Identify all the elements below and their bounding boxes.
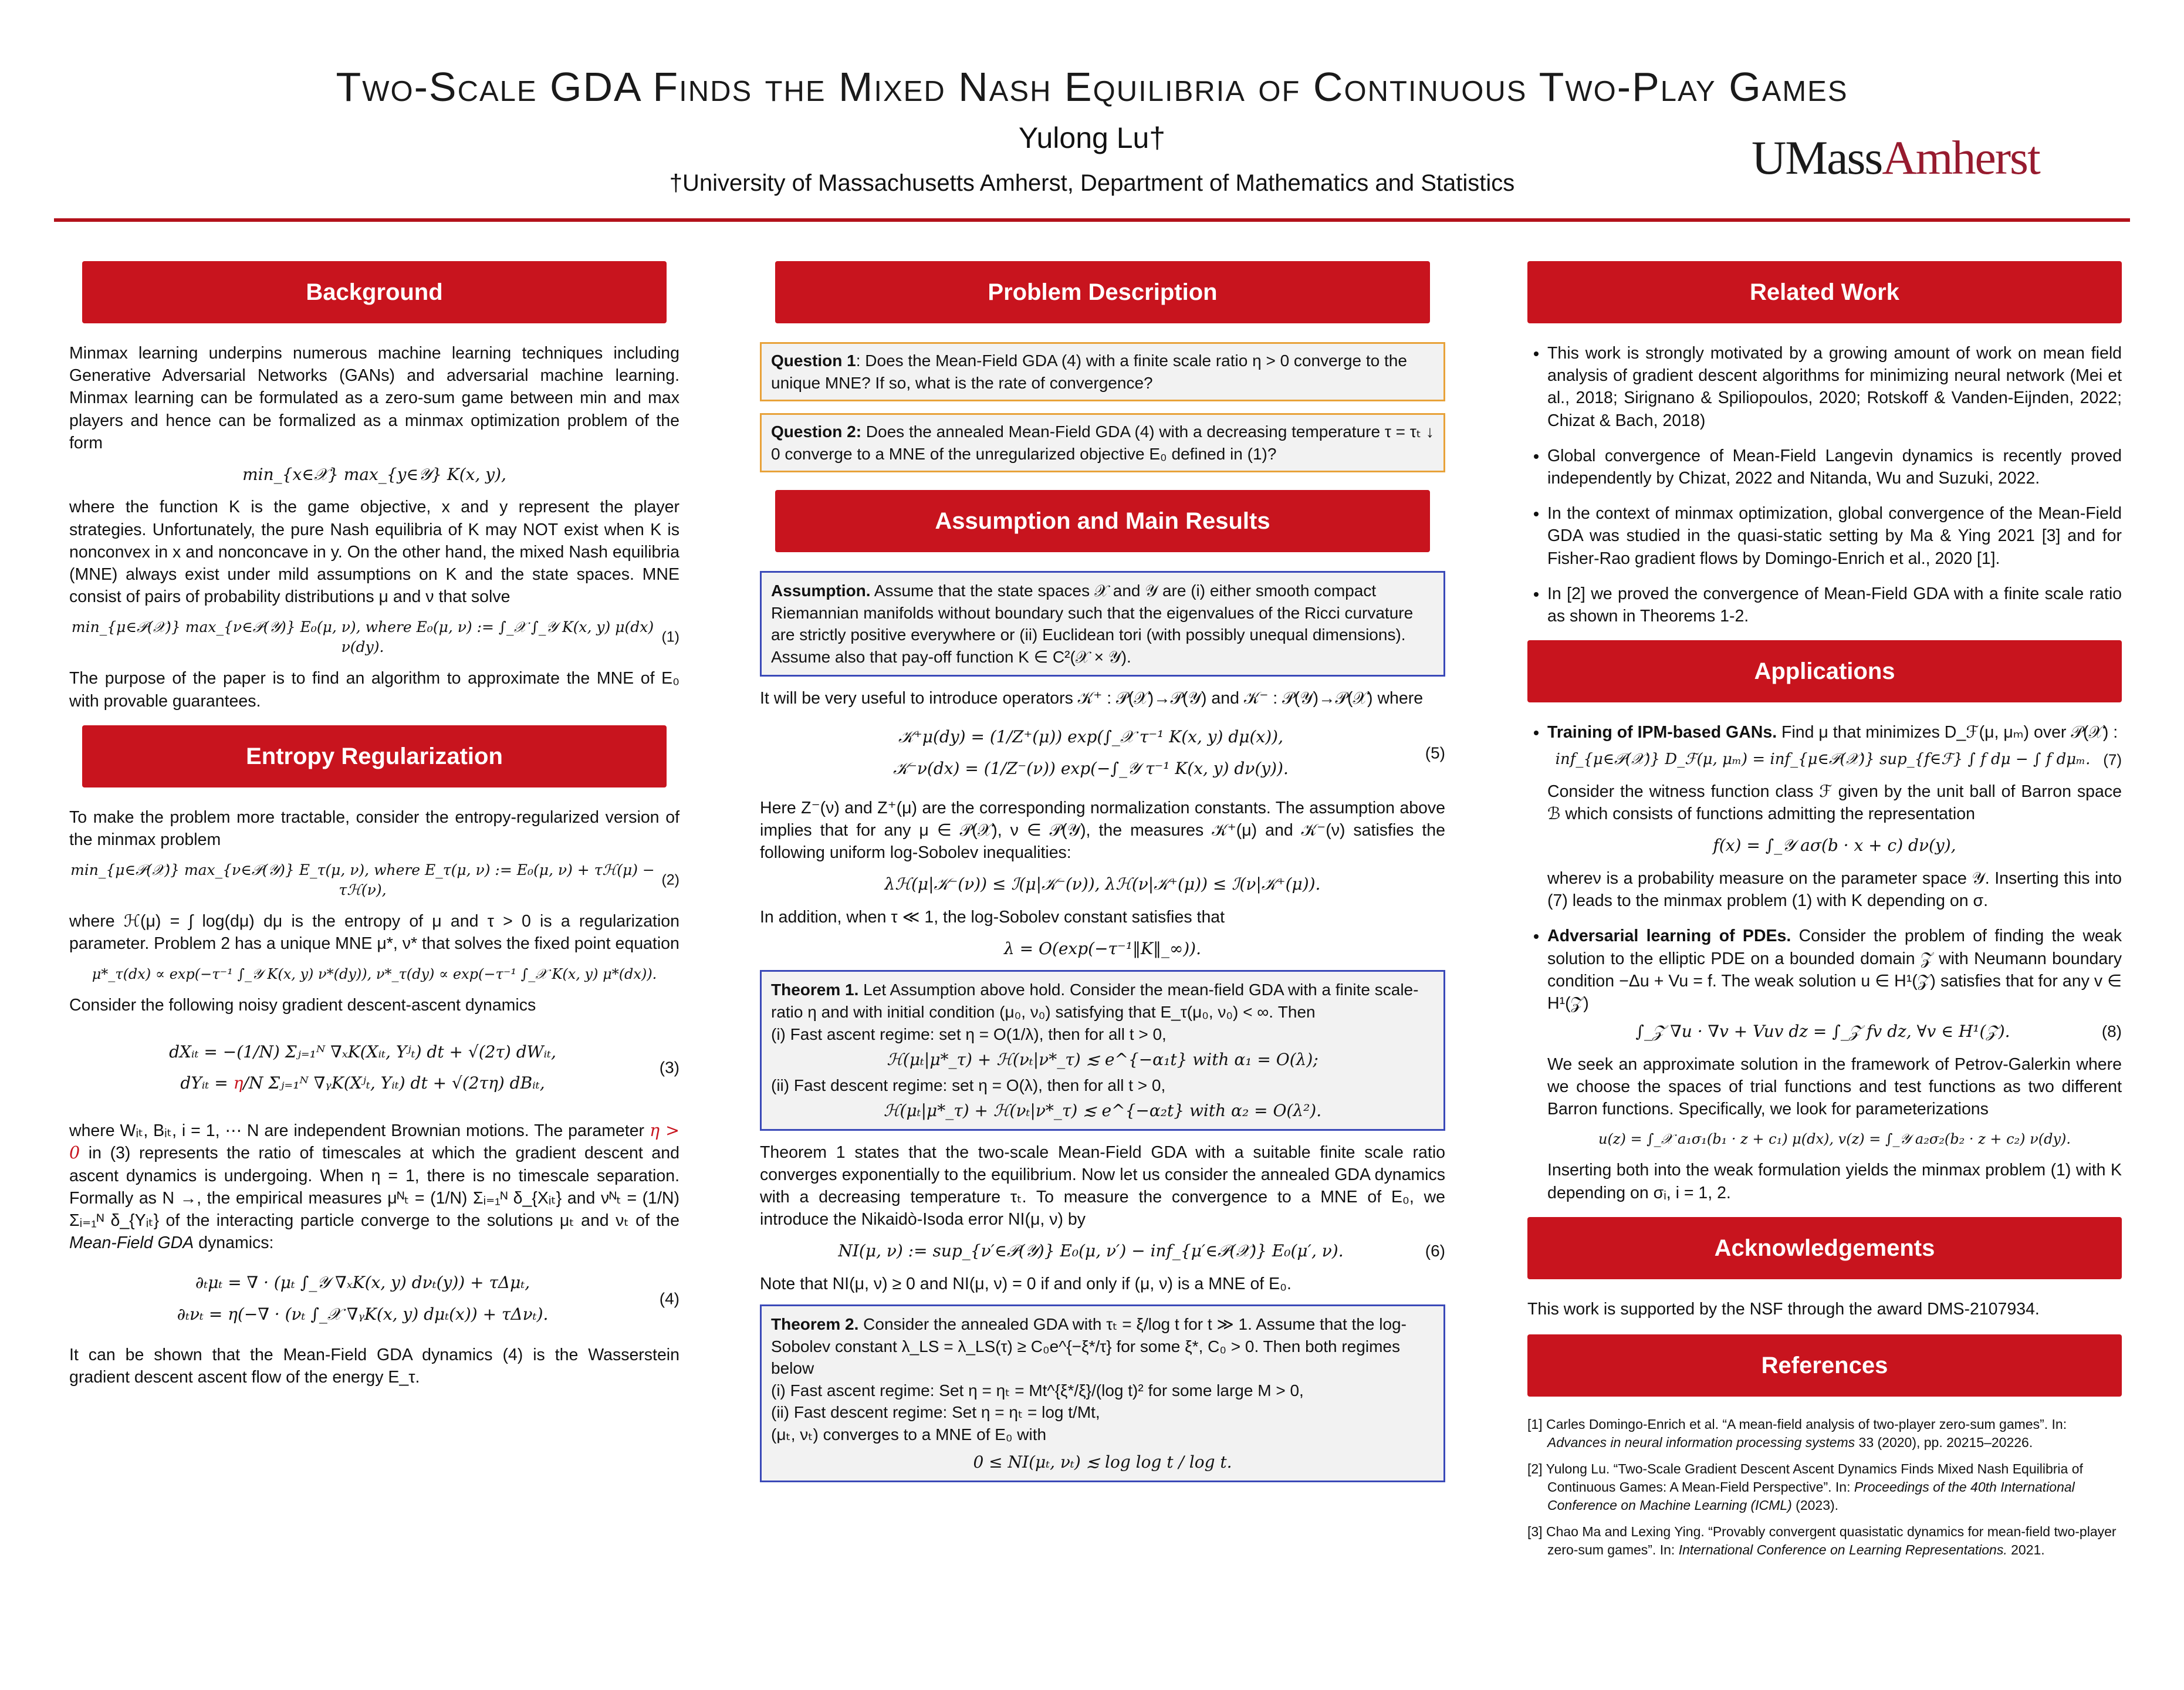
question-2-label: Question 2:: [771, 422, 862, 441]
theorem-1-part-i: (i) Fast ascent regime: set η = O(1/λ), then for all t > 0,: [771, 1025, 1167, 1043]
equation-2: [69, 860, 679, 900]
theorem-1-text: Let Assumption above hold. Consider the mean-field GDA with a finite scale-ratio η and with initial condition (μ₀, ν₀) satisfying that E_τ(μ₀, ν₀) < ∞. Then: [771, 981, 1419, 1021]
entropy-heading: Entropy Regularization: [82, 725, 667, 787]
assumption-text: Assume that the state spaces 𝒳 and 𝒴 are (i) either smooth compact Riemannian manifolds without boundary such that the eigenvalues of the Ricci curvature are strictly positive everywhere or (ii) Euclidean tori (with possibly unequal dimensions). Assume also that pay-off function K ∈ C²(𝒳 × 𝒴).: [771, 582, 1414, 666]
equation-7-number: (7): [2103, 751, 2122, 769]
reference-venue: Proceedings of the 40th International Conference on Machine Learning (ICML): [1547, 1479, 2075, 1513]
applications-list: [1527, 721, 2122, 1204]
barron-paragraph: Consider the witness function class ℱ given by the unit ball of Barron space ℬ which consists of functions admitting the representation: [1547, 782, 2122, 824]
reference-text: Carles Domingo-Enrich et al. “A mean-field analysis of two-player zero-sum games”. In:: [1546, 1416, 2067, 1432]
equation-3-line-2-left: dYᵢₜ =: [180, 1073, 228, 1093]
normalization-paragraph: Here Z⁻(ν) and Z⁺(μ) are the corresponding normalization constants. The assumption above implies that for any μ ∈ 𝒫(𝒳), ν ∈ 𝒫(𝒴), the measures 𝒦⁺(μ) and 𝒦⁻(ν) satisfies the following uniform log-Sobolev inequalities:: [760, 798, 1445, 863]
list-item: • In [2] we proved the convergence of Mean-Field GDA with a finite scale ratio as shown in Theorems 1-2.: [1547, 583, 2122, 627]
background-paragraph-2: where the function K is the game objective, x and y represent the player strategies. Unfortunately, the pure Nash equilibria of K may NOT exist when K is nonconvex in x and nonconcave in y. On the other hand, the mixed Nash equilibria (MNE) always exist under mild assumptions on K and the state spaces. MNE consist of pairs of probability distributions μ and ν that solve: [69, 498, 679, 607]
entropy-paragraph-3: Consider the following noisy gradient descent-ascent dynamics: [69, 995, 536, 1015]
petrov-galerkin-paragraph: We seek an approximate solution in the framework of Petrov-Galerkin where we choose the spaces of trial functions and test functions as two different Barron functions. Specifically, we look for parameterizations: [1547, 1054, 2122, 1118]
application-pdes-label: Adversarial learning of PDEs.: [1547, 927, 1791, 946]
header-divider: [54, 218, 2130, 222]
equation-1-number: (1): [661, 628, 679, 645]
question-2-text: Does the annealed Mean-Field GDA (4) with a decreasing temperature τ = τₜ ↓ 0 converge to a MNE of the unregularized objective E₀ defined in (1)?: [771, 422, 1434, 463]
question-1-box: [760, 342, 1445, 401]
references-heading: References: [1527, 1334, 2122, 1397]
left-column: [69, 261, 679, 1398]
entropy-paragraph-4: [69, 1120, 679, 1254]
equation-6: [760, 1240, 1445, 1262]
operators-paragraph: It will be very useful to introduce operators 𝒦⁺ : 𝒫(𝒳)→𝒫(𝒴) and 𝒦⁻ : 𝒫(𝒴)→𝒫(𝒳) where: [760, 689, 1424, 708]
assumption-label: Assumption.: [771, 582, 871, 600]
equation-3-line-2-right: /N Σⱼ₌₁ᴺ ∇ᵧK(Xʲₜ, Yᵢₜ) dt + √(2τη) dBᵢₜ,: [243, 1073, 545, 1093]
assumption-box: [760, 571, 1445, 677]
equation-5-line-1: 𝒦⁺μ(dy) = (1/Z⁺(μ)) exp(∫_𝒳 τ⁻¹ K(x, y) dμ(x)),: [898, 727, 1283, 747]
theorem-1-part-ii: (ii) Fast descent regime: set η = O(λ), then for all t > 0,: [771, 1076, 1166, 1094]
equation-7: [1547, 749, 2122, 770]
list-item: • This work is strongly motivated by a growing amount of work on mean field analysis of gradient descent algorithms for minimizing neural network (Mei et al., 2018; Sirignano & Spiliopoulos, 2020; Rotskoff & Vanden-Eijnden, 2022; Chizat & Bach, 2018): [1547, 342, 2122, 432]
entropy-paragraph-5: It can be shown that the Mean-Field GDA dynamics (4) is the Wasserstein gradient descent ascent flow of the energy E_τ.: [69, 1345, 679, 1387]
background-paragraph-3: The purpose of the paper is to find an algorithm to approximate the MNE of E₀ with provable guarantees.: [69, 669, 679, 711]
theorem-1-part-i-equation: ℋ(μₜ|μ*_τ) + ℋ(νₜ|ν*_τ) ≲ e^{−α₁t} with α₁ = O(λ);: [887, 1050, 1318, 1070]
references-list: [1527, 1415, 2122, 1559]
theorem-1-label: Theorem 1.: [771, 981, 859, 999]
equation-2-number: (2): [661, 871, 679, 888]
theorem-2-part-i: (i) Fast ascent regime: Set η = ηₜ = Mt^{ξ*/ξ}/(log t)² for some large M > 0,: [771, 1381, 1304, 1400]
equation-3: [69, 1026, 679, 1109]
pdes-conclusion: Inserting both into the weak formulation yields the minmax problem (1) with K depending on σᵢ, i = 1, 2.: [1547, 1161, 2122, 1202]
reference-details: (2023).: [1791, 1498, 1839, 1513]
barron-representation: f(x) = ∫_𝒴 aσ(b · x + c) dν(y),: [1713, 836, 1956, 856]
equation-1: [69, 617, 679, 657]
application-gans: [1547, 721, 2122, 912]
applications-heading: Applications: [1527, 640, 2122, 702]
log-sobolev-inequalities: λℋ(μ|𝒦⁻(ν)) ≤ ℐ(μ|𝒦⁻(ν)), λℋ(ν|𝒦⁺(μ)) ≤ ℐ(ν|𝒦⁺(μ)).: [884, 874, 1321, 894]
reference-venue: International Conference on Learning Representations.: [1678, 1542, 2007, 1558]
background-heading: Background: [82, 261, 667, 323]
equation-8-number: (8): [2101, 1022, 2122, 1041]
eta-positive-highlight: η > 0: [69, 1121, 680, 1163]
umass-amherst-logo: [1752, 130, 2040, 185]
theorem-2-intro: [771, 1313, 1434, 1380]
question-2-box: [760, 413, 1445, 472]
acknowledgements-text: This work is supported by the NSF through the award DMS-2107934.: [1527, 1299, 2040, 1319]
poster-title: Two-Scale GDA Finds the Mixed Nash Equilibria of Continuous Two-Play Games: [336, 64, 1848, 110]
related-work-heading: Related Work: [1527, 261, 2122, 323]
equation-3-number: (3): [659, 1058, 679, 1077]
equation-4-line-2: ∂ₜνₜ = η(−∇ · (νₜ ∫_𝒳 ∇ᵧK(x, y) dμₜ(x)) + τΔνₜ).: [177, 1304, 549, 1324]
theorem-2-text: Consider the annealed GDA with τₜ = ξ/log t for t ≫ 1. Assume that the log-Sobolev constant λ_LS = λ_LS(τ) ≥ C₀e^{−ξ*/τ} for some ξ*, C₀ > 0. Then both regimes below: [771, 1315, 1407, 1378]
entropy-paragraph-1: To make the problem more tractable, consider the entropy-regularized version of the minmax problem: [69, 807, 679, 849]
equation-6-number: (6): [1425, 1242, 1445, 1260]
right-column: [1527, 261, 2122, 1567]
reference-number: [3]: [1527, 1524, 1543, 1540]
background-paragraph-1: Minmax learning underpins numerous machine learning techniques including Generative Adversarial Networks (GANs) and adversarial machine learning. Minmax learning can be formulated as a zero-sum game between min and max players and hence can be formalized as a minmax optimization problem of the form: [69, 344, 679, 452]
theorem-2-part-ii: (ii) Fast descent regime: Set η = ηₜ = log t/Mt,: [771, 1403, 1100, 1422]
equation-1-body: min_{μ∈𝒫(𝒳)} max_{ν∈𝒫(𝒴)} E₀(μ, ν), where E₀(μ, ν) := ∫_𝒳 ∫_𝒴 K(x, y) μ(dx) ν(dy).: [71, 618, 654, 655]
equation-3-line-1: dXᵢₜ = −(1/N) Σⱼ₌₁ᴺ ∇ₓK(Xᵢₜ, Yʲₜ) dt + √(2τ) dWᵢₜ,: [169, 1042, 556, 1062]
reference-number: [1]: [1527, 1416, 1543, 1432]
entropy-paragraph-4-part-a: where Wᵢₜ, Bᵢₜ, i = 1, ⋯ N are independent Brownian motions. The parameter: [69, 1121, 645, 1141]
equation-4: [69, 1263, 679, 1333]
entropy-paragraph-2: where ℋ(μ) = ∫ log(dμ) dμ is the entropy of μ and τ > 0 is a regularization parameter. Problem 2 has a unique MNE μ*, ν* that solves the fixed point equation: [69, 912, 679, 954]
reference-item: [1527, 1460, 2122, 1515]
affiliation: †University of Massachusetts Amherst, Department of Mathematics and Statistics: [669, 170, 1515, 196]
reference-details: 33 (2020), pp. 20215–20226.: [1855, 1434, 2033, 1450]
theorem-1-part-ii-equation: ℋ(μₜ|μ*_τ) + ℋ(νₜ|ν*_τ) ≲ e^{−α₂t} with α₂ = O(λ²).: [883, 1101, 1322, 1121]
minmax-equation: min_{x∈𝒳} max_{y∈𝒴} K(x, y),: [242, 464, 506, 484]
gans-conclusion: whereν is a probability measure on the parameter space 𝒴. Inserting this into (7) leads to the minmax problem (1) with K depending on σ.: [1547, 868, 2122, 911]
reference-text: Yulong Lu. “Two-Scale Gradient Descent Ascent Dynamics Finds Mixed Nash Equilibria of Continuous Games: A Mean-Field Perspective”. In:: [1546, 1461, 2083, 1495]
reference-details: 2021.: [2007, 1542, 2045, 1558]
fixed-point-equation: μ*_τ(dx) ∝ exp(−τ⁻¹ ∫_𝒴 K(x, y) ν*(dy)), ν*_τ(dy) ∝ exp(−τ⁻¹ ∫_𝒳 K(x, y) μ*(dx)).: [92, 965, 657, 982]
theorem-1-box: [760, 970, 1445, 1130]
ni-note-paragraph: Note that NI(μ, ν) ≥ 0 and NI(μ, ν) = 0 if and only if (μ, ν) is a MNE of E₀.: [760, 1274, 1292, 1293]
equation-5-line-2: 𝒦⁻ν(dx) = (1/Z⁻(ν)) exp(−∫_𝒴 τ⁻¹ K(x, y) dν(y)).: [893, 758, 1289, 778]
equation-4-line-1: ∂ₜμₜ = ∇ · (μₜ ∫_𝒴 ∇ₓK(x, y) dνₜ(y)) + τΔμₜ,: [195, 1273, 530, 1293]
theorem-2-equation: 0 ≤ NI(μₜ, νₜ) ≲ log log t / log t.: [973, 1452, 1232, 1472]
equation-4-number: (4): [659, 1289, 679, 1307]
equation-2-body: min_{μ∈𝒫(𝒳)} max_{ν∈𝒫(𝒴)} E_τ(μ, ν), where E_τ(μ, ν) := E₀(μ, ν) + τℋ(μ) − τℋ(ν),: [70, 861, 655, 898]
question-1-text: : Does the Mean-Field GDA (4) with a finite scale ratio η > 0 converge to the unique MNE? If so, what is the rate of convergence?: [771, 351, 1407, 392]
parameterization-equation: u(z) = ∫_𝒳 a₁σ₁(b₁ · z + c₁) μ(dx), v(z) = ∫_𝒴 a₂σ₂(b₂ · z + c₂) ν(dy).: [1598, 1131, 2071, 1148]
problem-heading: Problem Description: [775, 261, 1430, 323]
middle-column: [760, 261, 1445, 1493]
application-pdes-text: Consider the problem of finding the weak solution to the elliptic PDE on a bounded domain 𝒵 with Neumann boundary condition −Δu + Vu = f. The weak solution u ∈ H¹(𝒵) satisfies that for any v ∈ H¹(𝒵): [1547, 927, 2122, 1013]
theorem-1-intro: [771, 979, 1434, 1023]
reference-item: [1527, 1415, 2122, 1452]
equation-5: [760, 719, 1445, 786]
log-sobolev-paragraph: In addition, when τ ≪ 1, the log-Sobolev constant satisfies that: [760, 907, 1225, 927]
equation-8: [1547, 1020, 2122, 1043]
reference-item: [1527, 1523, 2122, 1559]
theorem-2-conclusion: (μₜ, νₜ) converges to a MNE of E₀ with: [771, 1425, 1047, 1444]
application-gans-label: Training of IPM-based GANs.: [1547, 723, 1777, 742]
equation-8-body: ∫_𝒵 ∇u · ∇v + Vuv dz = ∫_𝒵 fv dz, ∀v ∈ H¹(𝒵).: [1635, 1022, 2010, 1042]
theorem-2-label: Theorem 2.: [771, 1315, 859, 1334]
application-pdes: [1547, 925, 2122, 1204]
acknowledgements-heading: Acknowledgements: [1527, 1217, 2122, 1279]
theorem-1-discussion: Theorem 1 states that the two-scale Mean-Field GDA with a suitable finite scale ratio converges exponentially to the equilibrium. Now let us consider the annealed GDA dynamics with a decreasing temperature τₜ. To measure the convergence to a MNE of E₀, we introduce the Nikaidò-Isoda error NI(μ, ν) by: [760, 1143, 1445, 1229]
question-1-label: Question 1: [771, 351, 856, 370]
list-item: • Global convergence of Mean-Field Langevin dynamics is recently proved independently by Chizat, 2022 and Nitanda, Wu and Suzuki, 2022.: [1547, 445, 2122, 489]
reference-number: [2]: [1527, 1461, 1543, 1476]
entropy-paragraph-4-part-c: dynamics:: [198, 1233, 274, 1253]
author: Yulong Lu†: [1018, 121, 1166, 154]
lambda-equation: λ = O(exp(−τ⁻¹‖K‖_∞)).: [1003, 938, 1202, 958]
equation-7-body: inf_{μ∈𝒫(𝒳)} D_ℱ(μ, μₘ) = inf_{μ∈𝒫(𝒳)} sup_{f∈ℱ} ∫ f dμ − ∫ f dμₘ.: [1555, 751, 2091, 769]
entropy-paragraph-4-part-b: in (3) represents the ratio of timescales at which the gradient descent and ascent dynamics is undergoing. When η = 1, there is no timescale separation. Formally as N →, the empirical measures μᴺₜ = (1/N) Σᵢ₌₁ᴺ δ_{Xᵢₜ} and νᴺₜ = (1/N) Σᵢ₌₁ᴺ δ_{Yᵢₜ} of the interacting particle converge to the solutions μₜ and νₜ of the: [69, 1144, 679, 1230]
mean-field-gda-term: Mean-Field GDA: [69, 1233, 194, 1253]
application-gans-text: Find μ that minimizes D_ℱ(μ, μₘ) over 𝒫(𝒳) :: [1777, 723, 2118, 742]
assumption-heading: Assumption and Main Results: [775, 490, 1430, 552]
equation-5-number: (5): [1425, 743, 1445, 762]
equation-3-line-2: [69, 1067, 656, 1098]
logo-amherst-text: Amherst: [1882, 131, 2040, 184]
reference-text: Chao Ma and Lexing Ying. “Provably convergent quasistatic dynamics for mean-field two-player zero-sum games”. In:: [1546, 1524, 2117, 1558]
logo-umass-text: UMass: [1752, 131, 1882, 184]
theorem-2-box: [760, 1304, 1445, 1482]
list-item: • In the context of minmax optimization, global convergence of the Mean-Field GDA was studied in the quasi-static setting by Ma & Ying 2021 [3] and for Fisher-Rao gradient flows by Domingo-Enrich et al., 2020 [1].: [1547, 502, 2122, 570]
related-work-list: [1527, 342, 2122, 627]
equation-6-body: NI(μ, ν) := sup_{ν′∈𝒫(𝒴)} E₀(μ, ν′) − inf_{μ′∈𝒫(𝒳)} E₀(μ′, ν).: [838, 1241, 1344, 1261]
reference-venue: Advances in neural information processing systems: [1547, 1434, 1855, 1450]
eta-highlight: η: [233, 1073, 244, 1093]
